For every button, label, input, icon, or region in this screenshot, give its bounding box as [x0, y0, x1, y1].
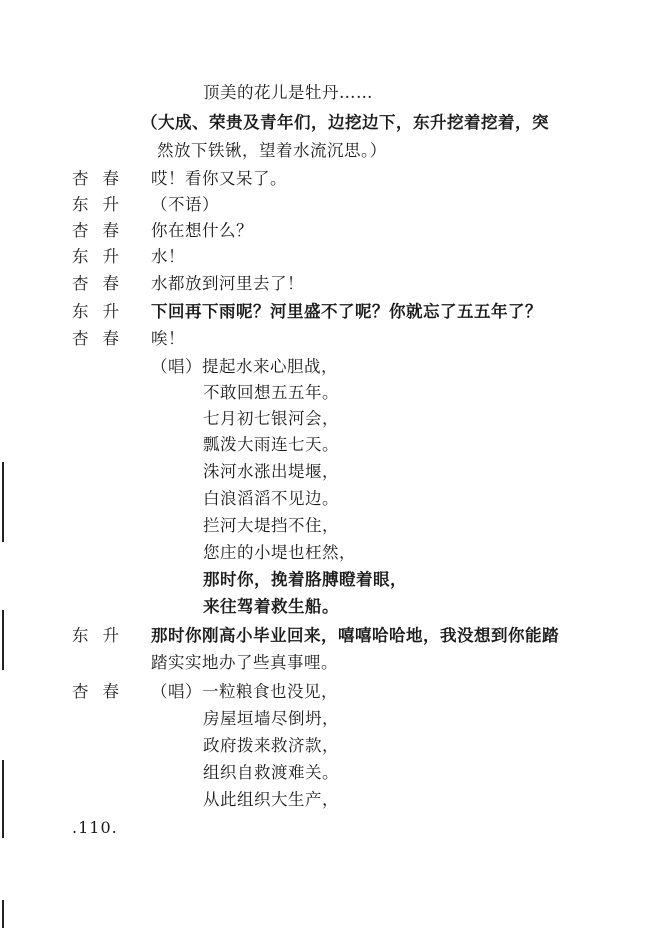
song-line: 七月初七银河会， [203, 409, 339, 428]
scan-edge-mark [2, 900, 4, 928]
scan-edge-mark [2, 610, 4, 670]
song-line: 白浪滔滔不见边。 [203, 489, 339, 508]
page-number: .110. [72, 818, 118, 837]
dialogue-line: 踏实实地办了些真事哩。 [151, 653, 338, 672]
dialogue-line: 水都放到河里去了！ [151, 274, 304, 293]
stage-direction: 然放下铁锹，望着水流沉思。） [157, 141, 387, 160]
dialogue-line: 唉！ [151, 329, 185, 348]
dialogue-line: （不语） [151, 195, 219, 214]
speaker-name: 杏春 [72, 682, 133, 701]
song-line: 从此组织大生产， [203, 790, 339, 809]
scan-edge-mark [2, 462, 4, 542]
song-line: 组织自救渡难关。 [203, 763, 339, 782]
dialogue-line: 下回再下雨呢？河里盛不了呢？你就忘了五五年了？ [151, 302, 542, 321]
dialogue-line: 水！ [151, 247, 185, 266]
speaker-name: 杏春 [72, 221, 133, 240]
scan-edge-mark [2, 760, 4, 838]
song-line: 不敢回想五五年。 [203, 383, 339, 402]
stage-direction: （大成、荣贵及青年们，边挖边下，东升挖着挖着，突 [141, 113, 549, 132]
speaker-name: 东升 [72, 302, 133, 321]
song-line: 顶美的花儿是牡丹…… [203, 83, 373, 102]
song-line: 政府拨来救济款， [203, 736, 339, 755]
song-line: （唱）一粒粮食也没见， [151, 682, 338, 701]
song-line: 洙河水涨出堤堰， [203, 462, 339, 481]
song-line: 来往驾着救生船。 [203, 597, 339, 616]
speaker-name: 杏春 [72, 169, 133, 188]
dialogue-line: 你在想什么？ [151, 221, 253, 240]
song-line: 房屋垣墙尽倒坍， [203, 709, 339, 728]
speaker-name: 杏春 [72, 329, 133, 348]
speaker-name: 东升 [72, 247, 133, 266]
dialogue-line: 那时你刚高小毕业回来，嘻嘻哈哈地，我没想到你能踏 [151, 626, 559, 645]
speaker-name: 杏春 [72, 274, 133, 293]
song-line: 您庄的小堤也枉然， [203, 543, 356, 562]
song-line: 拦河大堤挡不住， [203, 516, 339, 535]
song-line: 瓢泼大雨连七天。 [203, 435, 339, 454]
song-line: （唱）提起水来心胆战， [151, 357, 338, 376]
speaker-name: 东升 [72, 195, 133, 214]
speaker-name: 东升 [72, 626, 133, 645]
dialogue-line: 哎！看你又呆了。 [151, 169, 287, 188]
song-line: 那时你，挽着胳膊瞪着眼， [203, 570, 407, 589]
